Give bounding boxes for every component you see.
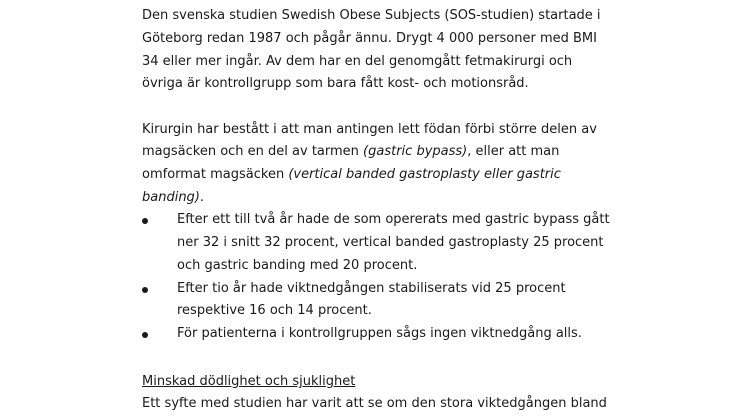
bullet-3-dot — [142, 332, 148, 338]
paragraph-2-line-4 — [142, 188, 204, 208]
paragraph-2-line-2 — [142, 142, 559, 162]
paragraph-1-line-3: 34 eller mer ingår. Av dem har en del genomgått fetmakirurgi och — [142, 54, 573, 69]
paragraph-1-line-1: Den svenska studien Swedish Obese Subjects (SOS-studien) startade i — [142, 8, 601, 23]
bullet-1-dot — [142, 218, 148, 224]
paragraph-2-line-3 — [142, 165, 561, 185]
paragraph-2-line-1: Kirurgin har bestått i att man antingen lett födan förbi större delen av — [142, 122, 597, 137]
gastric-bypass-term: (gastric bypass) — [363, 144, 468, 159]
paragraph-2-line-4-tail: . — [199, 190, 205, 205]
bullet-1-line-3: och gastric banding med 20 procent. — [177, 258, 418, 273]
paragraph-2-line-2-text: magsäcken och en del av tarmen — [142, 144, 364, 159]
section-line-1: Ett syfte med studien har varit att se om den stora viktedgången bland — [142, 396, 607, 411]
bullet-2-dot — [142, 287, 148, 293]
paragraph-1-line-4: övriga är kontrollgrupp som bara fått kost- och motionsråd. — [142, 76, 529, 91]
banding-term: banding) — [142, 190, 200, 205]
bullet-2-line-2: respektive 16 och 14 procent. — [177, 303, 372, 318]
bullet-1-line-1: Efter ett till två år hade de som opererats med gastric bypass gått — [177, 212, 610, 227]
bullet-2-line-1: Efter tio år hade viktnedgången stabiliserats vid 25 procent — [177, 281, 566, 296]
bullet-1-line-2: ner 32 i snitt 32 procent, vertical banded gastroplasty 25 procent — [177, 235, 604, 250]
section-heading: Minskad dödlighet och sjuklighet — [142, 374, 356, 389]
gastroplasty-term: (vertical banded gastroplasty eller gastric — [288, 167, 561, 182]
paragraph-2-line-2-tail: , eller att man — [467, 144, 560, 159]
paragraph-1-line-2: Göteborg redan 1987 och pågår ännu. Drygt 4 000 personer med BMI — [142, 31, 597, 46]
bullet-3-line-1: För patienterna i kontrollgruppen sågs ingen viktnedgång alls. — [177, 326, 582, 341]
paragraph-2-line-3-text: omformat magsäcken — [142, 167, 289, 182]
